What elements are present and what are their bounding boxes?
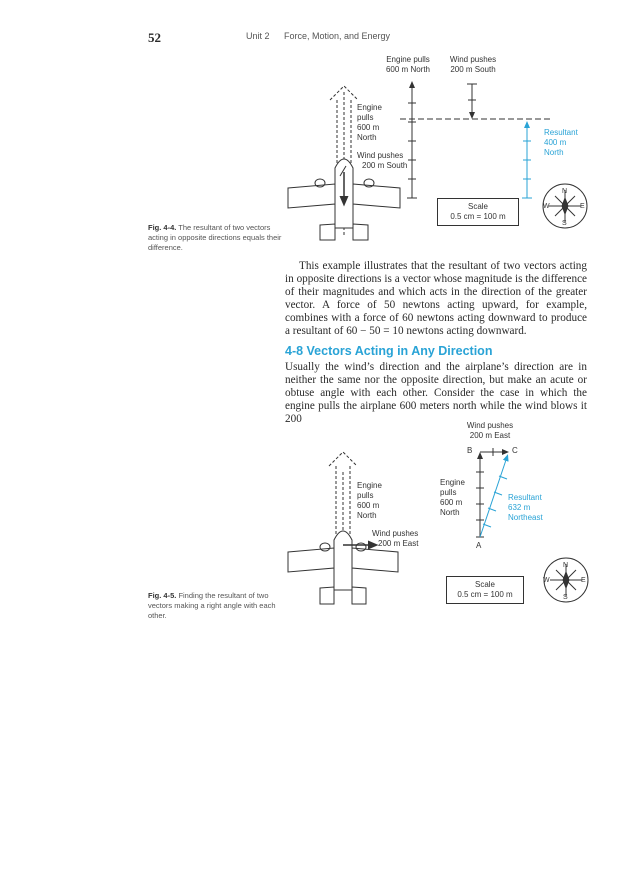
fig44-resultant-line3: North bbox=[544, 148, 564, 157]
fig44-wind-top-line1: Wind pushes bbox=[449, 55, 497, 64]
fig44-caption-label: Fig. 4-4. bbox=[148, 223, 177, 232]
fig44-wind-side-line2: 200 m South bbox=[362, 161, 408, 170]
fig45-caption-text: Finding the resultant of two vectors making a right angle with each other. bbox=[148, 591, 276, 620]
fig45-resultant-line3: Northeast bbox=[508, 513, 543, 522]
compass2-e: E bbox=[581, 577, 586, 584]
compass1-s: S bbox=[562, 220, 567, 227]
fig45-resultant-label bbox=[508, 493, 543, 523]
fig45-engine-side-label bbox=[357, 481, 382, 521]
fig44-wind-side-line1: Wind pushes bbox=[357, 151, 404, 160]
compass2-s: S bbox=[563, 594, 568, 601]
fig44-caption bbox=[148, 223, 286, 253]
fig45-caption bbox=[148, 591, 278, 621]
fig45-resultant-vector bbox=[480, 457, 507, 537]
fig44-engine-side-line2: pulls bbox=[357, 113, 374, 122]
compass2-w: W bbox=[543, 577, 550, 584]
page-number: 52 bbox=[148, 30, 161, 45]
fig44-resultant-label bbox=[544, 128, 578, 158]
fig45-wind-side-line2: 200 m East bbox=[378, 539, 419, 548]
fig45-airplane bbox=[288, 452, 398, 604]
fig45-wind-top-line1: Wind pushes bbox=[466, 421, 514, 430]
fig44-resultant-vector bbox=[522, 124, 532, 198]
unit-label: Unit 2 bbox=[246, 31, 270, 41]
fig44-scale-box bbox=[437, 198, 519, 226]
fig45-point-b: B bbox=[467, 446, 473, 455]
compass1-w: W bbox=[543, 203, 550, 210]
fig45-caption-label: Fig. 4-5. bbox=[148, 591, 177, 600]
compass2-n: N bbox=[563, 562, 569, 569]
fig44-caption-text: The resultant of two vectors acting in opposite directions equals their difference. bbox=[148, 223, 282, 252]
fig44-resultant-line2: 400 m bbox=[544, 138, 567, 147]
fig45-point-a: A bbox=[476, 541, 482, 550]
paragraph-1: This example illustrates that the resultant of two vectors acting in opposite directions is a vector whose magnitude is the difference of their magnitudes and which acts in the direction of the greater vector. A force of 50 newtons acting upward, for example, combines with a force of 60 newtons acting downward to produce a resultant of 60 − 50 = 10 newtons acting downward. bbox=[285, 260, 587, 337]
fig45-wind-top-label bbox=[462, 421, 518, 441]
fig45-wind-side-line1: Wind pushes bbox=[372, 529, 419, 538]
fig45-vectors bbox=[476, 448, 506, 537]
paragraph-2: Usually the wind’s direction and the airplane’s direction are in neither the same nor the opposite direction, but make an acute or obtuse angle with each other. Consider the case in which the engine pulls the airplane 600 meters north while the wind blows it 200 bbox=[285, 361, 587, 425]
fig44-resultant-line1: Resultant bbox=[544, 128, 578, 137]
fig45-wind-top-line2: 200 m East bbox=[469, 431, 511, 440]
fig45-engine-side-line4: North bbox=[357, 511, 377, 520]
fig45-engine-side-line3: 600 m bbox=[357, 501, 380, 510]
section-heading: 4-8 Vectors Acting in Any Direction bbox=[285, 344, 493, 358]
section-label: Force, Motion, and Energy bbox=[284, 31, 391, 41]
fig44-engine-top-label bbox=[378, 55, 438, 75]
fig45-scale-title: Scale bbox=[474, 580, 495, 589]
fig44-engine-top-line1: Engine pulls bbox=[386, 55, 430, 64]
fig44-wind-side-label bbox=[357, 151, 407, 171]
fig44-scale-title: Scale bbox=[467, 202, 488, 211]
fig45-engine-right-line1: Engine bbox=[440, 478, 465, 487]
fig45-point-c: C bbox=[512, 446, 518, 455]
fig45-resultant-line1: Resultant bbox=[508, 493, 542, 502]
fig45-engine-right-line3: 600 m bbox=[440, 498, 463, 507]
compass1-n: N bbox=[562, 188, 568, 195]
compass1-e: E bbox=[580, 203, 585, 210]
fig44-wind-top-line2: 200 m South bbox=[450, 65, 496, 74]
fig45-scale-box bbox=[446, 576, 524, 604]
fig44-wind-top-label bbox=[442, 55, 504, 75]
fig44-engine-top-line2: 600 m North bbox=[385, 65, 431, 74]
fig45-resultant-line2: 632 m bbox=[508, 503, 531, 512]
fig45-engine-right-label bbox=[440, 478, 465, 518]
fig45-engine-right-line4: North bbox=[440, 508, 460, 517]
fig45-scale-value: 0.5 cm = 100 m bbox=[457, 590, 513, 599]
fig44-engine-side-line4: North bbox=[357, 133, 377, 142]
fig44-scale-value: 0.5 cm = 100 m bbox=[450, 212, 506, 221]
fig45-engine-side-line1: Engine bbox=[357, 481, 382, 490]
fig44-engine-side-label bbox=[357, 103, 382, 143]
fig45-engine-right-line2: pulls bbox=[440, 488, 457, 497]
fig45-engine-side-line2: pulls bbox=[357, 491, 374, 500]
fig45-wind-side-label bbox=[372, 529, 418, 549]
fig44-engine-side-line3: 600 m bbox=[357, 123, 380, 132]
fig44-engine-side-line1: Engine bbox=[357, 103, 382, 112]
